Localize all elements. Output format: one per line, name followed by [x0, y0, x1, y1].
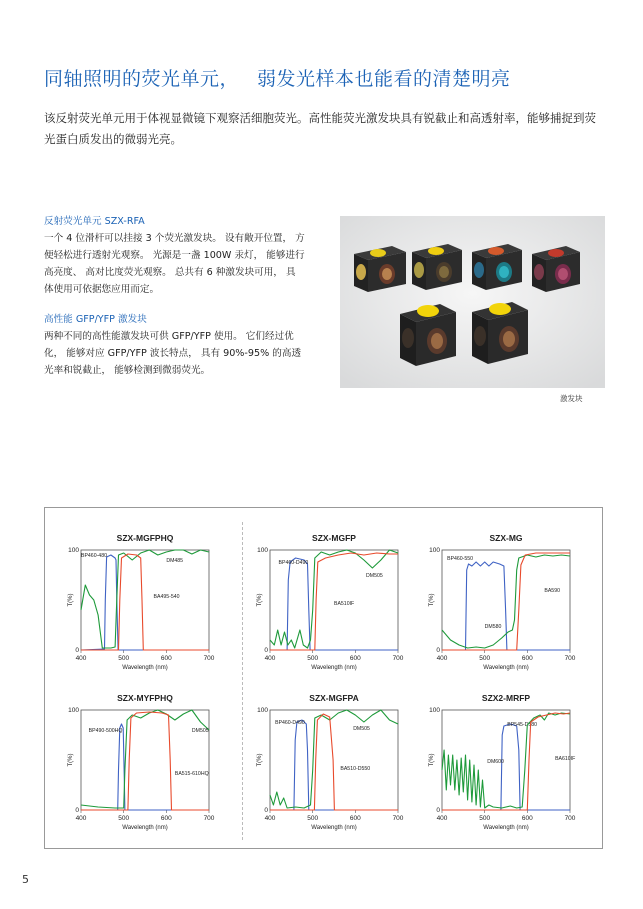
series-label: BP545-D580: [507, 722, 537, 728]
y-axis-label: T(%): [257, 753, 263, 767]
series-label: BA590: [544, 588, 560, 594]
x-axis-label: Wavelength (nm): [311, 665, 357, 671]
spectra-chart-panel: [44, 507, 603, 849]
series-line-green: [81, 550, 209, 648]
photo-caption: 激发块: [560, 394, 583, 403]
filter-cube-yellow-2: [412, 244, 462, 290]
series-line-red: [81, 712, 209, 810]
x-tick-label: 400: [264, 815, 276, 822]
series-line-green: [81, 710, 209, 808]
filter-cube-yellow-3: [400, 304, 456, 366]
x-tick-label: 500: [479, 655, 491, 662]
section-rfa-line: 一个 4 位滑杆可以挂接 3 个荧光激发块。 设有敞开位置， 方: [44, 233, 305, 244]
page-number: 5: [22, 873, 29, 886]
x-tick-label: 600: [349, 655, 361, 662]
panel-divider: [242, 522, 243, 840]
x-tick-label: 700: [203, 655, 215, 662]
chart-title: SZX-MGFPHQ: [116, 533, 174, 543]
y-axis-label: T(%): [429, 593, 435, 607]
section-gfp-yfp-line: 化， 能够对应 GFP/YFP 波长特点， 具有 90%-95% 的高透: [44, 348, 302, 359]
intro-paragraph: 该反射荧光单元用于体视显微镜下观察活细胞荧光。高性能荧光激发块具有锐截止和高透射率，能够捕捉到荧光蛋白质发出的微弱光亮。: [44, 111, 596, 146]
x-tick-label: 700: [564, 655, 576, 662]
x-axis-label: Wavelength (nm): [311, 825, 357, 831]
series-line-blue: [442, 562, 570, 650]
chart-title: SZX-MGFP: [312, 533, 356, 543]
section-gfp-yfp-line: 光率和锐截止， 能够检测到微弱荧光。: [44, 365, 211, 376]
x-tick-label: 400: [75, 655, 87, 662]
y-tick-label: 0: [264, 647, 268, 654]
chart-title: SZX-MYFPHQ: [117, 693, 173, 703]
y-tick-label: 0: [264, 807, 268, 814]
y-tick-label: 100: [429, 547, 440, 554]
y-axis-label: T(%): [257, 593, 263, 607]
filter-cube-yellow-4: [472, 302, 528, 364]
series-label: DM505: [353, 726, 370, 732]
x-axis-label: Wavelength (nm): [483, 825, 529, 831]
x-tick-label: 600: [521, 655, 533, 662]
x-tick-label: 700: [392, 815, 404, 822]
y-tick-label: 0: [75, 647, 79, 654]
y-tick-label: 100: [68, 547, 79, 554]
chart-title: SZX-MGFPA: [309, 693, 359, 703]
y-tick-label: 100: [257, 547, 268, 554]
series-label: BA515-610HQ: [174, 771, 209, 777]
section-gfp-yfp-heading: 高性能 GFP/YFP 激发块: [44, 314, 147, 325]
page-title: [44, 64, 511, 91]
x-axis-label: Wavelength (nm): [122, 665, 168, 671]
series-label: DM505: [366, 573, 383, 579]
series-label: BP490-500HQ: [88, 728, 123, 734]
x-tick-label: 700: [392, 655, 404, 662]
x-axis-label: Wavelength (nm): [483, 665, 529, 671]
y-tick-label: 0: [436, 807, 440, 814]
filter-cube-cyan: [472, 244, 522, 290]
plot-frame: [81, 710, 209, 810]
y-tick-label: 100: [257, 707, 268, 714]
series-label: BP460-480: [81, 553, 107, 559]
x-tick-label: 600: [160, 655, 172, 662]
series-label: DM580: [484, 624, 502, 630]
chart-title: SZX-MG: [489, 533, 523, 543]
section-rfa-line: 体使用可依据您应用而定。: [44, 284, 160, 295]
section-gfp-yfp-line: 两种不同的高性能激发块可供 GFP/YFP 使用。 它们经过优: [44, 331, 294, 342]
section-rfa-line: 便轻松进行透射光观察。 光源是一盏 100W 汞灯， 能够进行: [44, 250, 305, 261]
x-tick-label: 700: [564, 815, 576, 822]
section-rfa-heading: 反射荧光单元 SZX-RFA: [44, 216, 145, 227]
x-tick-label: 500: [307, 655, 319, 662]
y-tick-label: 0: [436, 647, 440, 654]
series-label: BP460-D490: [278, 560, 309, 566]
chart-title: SZX2-MRFP: [481, 693, 531, 703]
series-line-blue: [81, 724, 209, 810]
section-rfa-line: 高亮度、 高对比度荧光观察。 总共有 6 种激发块可用， 具: [44, 267, 296, 278]
y-axis-label: T(%): [68, 753, 74, 767]
y-tick-label: 0: [75, 807, 79, 814]
x-tick-label: 400: [264, 655, 276, 662]
x-tick-label: 500: [307, 815, 319, 822]
page-title-part2: 弱发光样本也能看的清楚明亮: [257, 68, 511, 90]
filter-cube-red: [532, 246, 580, 292]
x-tick-label: 400: [436, 655, 448, 662]
filter-cube-yellow-1: [354, 246, 406, 292]
series-line-green: [442, 555, 570, 648]
section-gfp-yfp: [44, 311, 316, 379]
series-line-green: [442, 713, 570, 808]
page-title-part1: 同轴照明的荧光单元，: [44, 68, 240, 90]
series-label: BP460-550: [447, 556, 474, 562]
spectra-charts: [45, 508, 602, 848]
series-line-red: [270, 714, 398, 810]
x-axis-label: Wavelength (nm): [122, 825, 168, 831]
x-tick-label: 400: [75, 815, 87, 822]
y-axis-label: T(%): [68, 593, 74, 607]
y-tick-label: 100: [429, 707, 440, 714]
series-label: BA510IF: [334, 601, 355, 607]
y-axis-label: T(%): [429, 753, 435, 767]
x-tick-label: 700: [203, 815, 215, 822]
x-tick-label: 600: [521, 815, 533, 822]
x-tick-label: 600: [349, 815, 361, 822]
section-rfa: [44, 213, 316, 298]
y-tick-label: 100: [68, 707, 79, 714]
x-tick-label: 500: [118, 815, 130, 822]
series-label: DM600: [487, 759, 504, 765]
series-label: DM485: [166, 558, 184, 564]
x-tick-label: 500: [479, 815, 491, 822]
series-label: BA510-D550: [340, 766, 371, 772]
x-tick-label: 500: [118, 655, 130, 662]
series-label: BP460-D490: [275, 720, 305, 726]
series-label: BA610IF: [555, 756, 576, 762]
filter-cubes-photo: [340, 216, 605, 388]
x-tick-label: 400: [436, 815, 448, 822]
series-label: BA495-540: [153, 594, 180, 600]
series-label: DM505: [191, 728, 209, 734]
filter-cubes-illustration: [340, 216, 605, 388]
x-tick-label: 600: [160, 815, 172, 822]
